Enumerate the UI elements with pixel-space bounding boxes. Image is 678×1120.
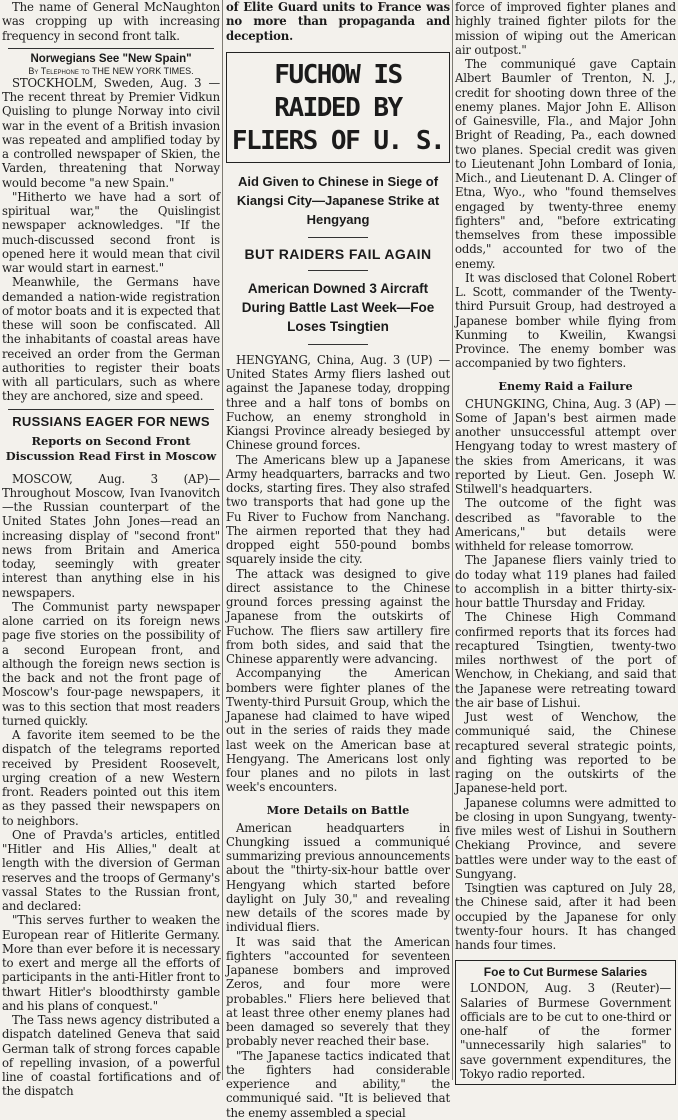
article-paragraph: The Chinese High Command confirmed reports that its forces had recaptured Tsingtien, twenty-two miles northwest of the port of Wenchow, in Chekiang, and said that the Japanese were retreating toward the air base of Lishui. bbox=[455, 610, 676, 710]
article-paragraph: Just west of Wenchow, the communiqué said, the Chinese recaptured several strategic points, and fighting was reported to be raging on the outskirts of the Japanese-held port. bbox=[455, 710, 676, 796]
article-paragraph: force of improved fighter planes and highly trained fighter pilots for the mission of wiping out the American air outpost." bbox=[455, 0, 676, 57]
divider bbox=[8, 409, 214, 410]
article-paragraph: LONDON, Aug. 3 (Reuter)—Salaries of Burmese Government officials are to be cut to one-third or one-half of the former "unnecessarily high salaries" to save government expenditures, the Tokyo radio reported. bbox=[460, 981, 671, 1081]
divider bbox=[308, 270, 368, 271]
article-paragraph: HENGYANG, China, Aug. 3 (UP) —United States Army fliers lashed out against the Japanese today, dropping three and a half tons of bombs on Fuchow, an enemy stronghold in Kiangsi Province already besieged by Chinese ground forces. bbox=[226, 352, 450, 453]
column-rule bbox=[222, 0, 223, 1080]
article-paragraph: A favorite item seemed to be the dispatch of the telegrams reported received by President Roosevelt, urging creation of a new Western front. Readers pointed out this item as they passed their newspapers on to neighbors. bbox=[2, 728, 220, 828]
headline-deck: BUT RAIDERS FAIL AGAIN bbox=[244, 245, 432, 262]
article-paragraph: The name of General McNaughton was cropping up with increasing frequency in second front talk. bbox=[2, 0, 220, 43]
article-paragraph: The Tass news agency distributed a dispatch datelined Geneva that said German talk of strong forces capable of repelling invasion, of a powerful line of coastal fortifications and of the dispatch bbox=[2, 1013, 220, 1099]
boxed-article bbox=[455, 960, 676, 1085]
byline: By Telephone to THE NEW YORK TIMES. bbox=[28, 65, 194, 76]
article-paragraph: The communiqué gave Captain Albert Baumler of Trenton, N. J., credit for shooting down three of the enemy planes. Major John E. Allison of Gainesville, Fla., and Major John Bright of Reading, Pa., each downed two planes. Special credit was given to Lieutenant John Lombard of Ionia, Mich., and Lieutenant D. A. Clinger of Etna, Wyo., who "found themselves engaged by twenty-three enemy fighters" and, "before extricating themselves from these impossible odds," accounted for two of the enemy. bbox=[455, 57, 676, 271]
article-paragraph: "The Japanese tactics indicated that the fighters had considerable experience and ability," the communiqué said. "It is believed that the enemy assembled a special bbox=[226, 1048, 450, 1120]
divider bbox=[308, 344, 368, 345]
article-paragraph: CHUNGKING, China, Aug. 3 (AP) —Some of Japan's best airmen made another unsuccessful attempt over Hengyang today to wrest mastery of the skies from Americans, it was reported by Lieut. Gen. Joseph W. Stilwell's headquarters. bbox=[455, 396, 676, 496]
column-right bbox=[455, 0, 676, 1080]
article-paragraph: American headquarters in Chungking issued a communiqué summarizing previous announcements about the "thirty-six-hour battle over Hengyang which started before daylight on July 30," and revealing new details of the scores made by individual fliers. bbox=[226, 820, 450, 935]
article-paragraph: "Hitherto we have had a sort of spiritual war," the Quislingist newspaper acknowledges. "If the much-discussed second front is opened here it would mean that civil war would start in earnest." bbox=[2, 189, 220, 275]
article-paragraph: It was said that the American fighters "accounted for seventeen Japanese bombers and improved Zeros, and four more were probables." Fliers here believed that at least three other enemy planes had been damaged so severely that they probably never reached their base. bbox=[226, 934, 450, 1049]
article-paragraph: The Japanese fliers vainly tried to do today what 119 planes had failed to accomplish in a bitter thirty-six-hour battle Thursday and Friday. bbox=[455, 553, 676, 610]
article-headline: Foe to Cut Burmese Salaries bbox=[483, 965, 648, 980]
main-headline: FUCHOW IS RAIDED BY FLIERS OF U. S. bbox=[231, 59, 445, 156]
section-subhead: Enemy Raid a Failure bbox=[498, 378, 633, 393]
article-paragraph: Japanese columns were admitted to be closing in upon Sungyang, twenty-five miles west of Lishui in Southern Chekiang Province, and severe battles were under way to the east of Sungyang. bbox=[455, 795, 676, 881]
article-paragraph: STOCKHOLM, Sweden, Aug. 3 —The recent threat by Premier Vidkun Quisling to plunge Norway into civil war in the event of a British invasion was repeated and amplified today by a controlled newspaper of Skien, the Varden, threatening that Norway would become "a new Spain." bbox=[2, 75, 220, 190]
article-paragraph: Meanwhile, the Germans have demanded a nation-wide registration of motor boats and it is expected that these will soon be confiscated. All the inhabitants of coastal areas have received an order from the German authorities to register their boats with all particulars, such as where they are anchored, size and speed. bbox=[2, 275, 220, 404]
column-rule bbox=[452, 0, 453, 1080]
article-paragraph: It was disclosed that Colonel Robert L. Scott, commander of the Twenty-third Pursuit Group, had destroyed a Japanese bomber while flying from Kunming to Kweilin, Kwangsi Province. The enemy bomber was accompanied by two fighters. bbox=[455, 270, 676, 371]
article-paragraph: The Communist party newspaper alone carried on its foreign news page five stories on the possibility of a second European front, and although the foreign news section is the back and not the front page of Moscow's four-page newspapers, it was to this section that most readers turned quickly. bbox=[2, 599, 220, 728]
article-headline: Norwegians See "New Spain" bbox=[30, 52, 192, 65]
article-paragraph: "This serves further to weaken the European rear of Hitlerite Germany. More than ever before it is necessary to exert and merge all the efforts of participants in the anti-Hitler front to thwart Hitler's bloodthirsty gamble and his plans of conquest." bbox=[2, 913, 220, 1013]
headline-deck: Aid Given to Chinese in Siege of Kiangsi City—Japanese Strike at Hengyang bbox=[236, 173, 440, 227]
column-center bbox=[226, 0, 450, 1120]
article-paragraph: MOSCOW, Aug. 3 (AP)—Throughout Moscow, Ivan Ivanovitch—the Russian counterpart of the United States John Jones—read an increasing display of "second front" news from Britain and America today, seemingly with greater interest than anything else in his newspapers. bbox=[2, 471, 220, 600]
article-paragraph: The attack was designed to give direct assistance to the Chinese ground forces pressing against the Japanese from the outskirts of Fuchow. The fliers saw artillery fire from both sides, and said that the Chinese apparently were advancing. bbox=[226, 566, 450, 666]
divider bbox=[308, 237, 368, 238]
article-paragraph: One of Pravda's articles, entitled "Hitler and His Allies," dealt at length with the diversion of German reserves and the troops of Germany's vassal States to the Russian front, and declared: bbox=[2, 827, 220, 913]
headline-box bbox=[226, 52, 450, 163]
section-subhead: More Details on Battle bbox=[266, 802, 410, 817]
article-paragraph: Tsingtien was captured on July 28, the Chinese said, after it had been occupied by the Japanese for only twenty-four hours. It has changed hands four times. bbox=[455, 881, 676, 952]
article-paragraph: The outcome of the fight was described as "favorable to the Americans," but details were withheld for release tomorrow. bbox=[455, 496, 676, 553]
article-headline: RUSSIANS EAGER FOR NEWS bbox=[12, 413, 210, 429]
article-paragraph: of Elite Guard units to France was no more than propaganda and deception. bbox=[226, 0, 450, 43]
column-left bbox=[2, 0, 220, 1099]
divider bbox=[8, 48, 214, 49]
article-paragraph: The Americans blew up a Japanese Army headquarters, barracks and two docks, starting fires. They also strafed two transports that had gone up the Fu River to Fuchow from Nanchang. The airmen reported that they had dropped eight 550-pound bombs squarely inside the city. bbox=[226, 452, 450, 567]
article-paragraph: Accompanying the American bombers were fighter planes of the Twenty-third Pursuit Group, which the Japanese had claimed to have wiped out in the series of raids they made last week on the American base at Hengyang. The Americans lost only four planes and no pilots in last week's encounters. bbox=[226, 666, 450, 795]
article-subheadline: Reports on Second Front Discussion Read First in Moscow bbox=[5, 433, 217, 463]
headline-deck: American Downed 3 Aircraft During Battle Last Week—Foe Loses Tsingtien bbox=[241, 280, 435, 334]
